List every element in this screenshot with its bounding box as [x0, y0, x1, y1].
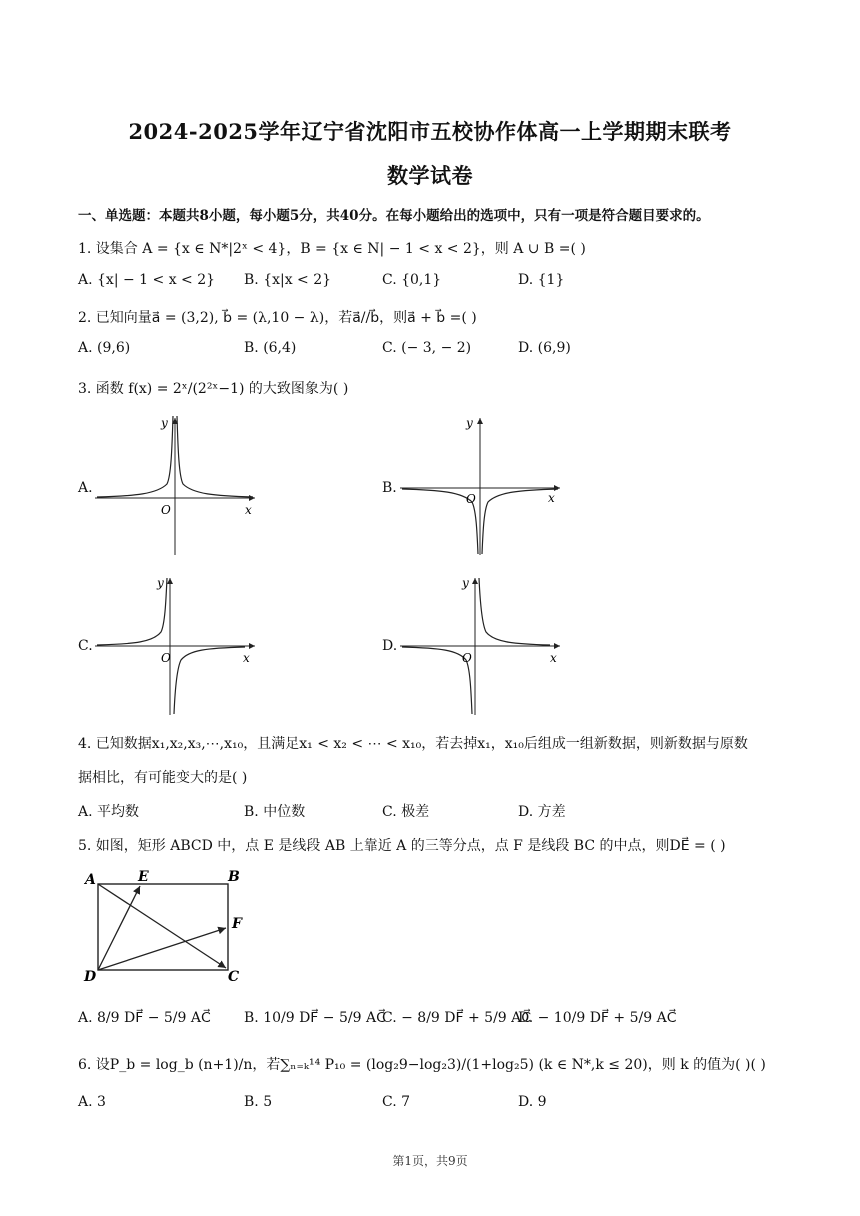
vector-de	[98, 886, 140, 970]
q3-stem: 3. 函数 f(x) = 2ˣ/(2²ˣ−1) 的大致图象为( )	[78, 381, 349, 397]
graph-d	[400, 570, 570, 720]
q4-option-b: B. 中位数	[244, 804, 306, 820]
graph-a	[95, 410, 265, 560]
graph-b	[400, 410, 570, 560]
q1-option-a: A. {x| − 1 < x < 2}	[78, 272, 216, 288]
q3-option-a: A.	[78, 480, 93, 496]
q4-stem-line2: 据相比，有可能变大的是( )	[78, 770, 248, 786]
y-label: y	[157, 576, 164, 590]
exam-subtitle: 数学试卷	[387, 163, 473, 188]
q5-stem: 5. 如图，矩形 ABCD 中，点 E 是线段 AB 上靠近 A 的三等分点，点 F 是线段 BC 的中点，则DE⃗ = ( )	[78, 838, 726, 854]
point-d-label: D	[84, 969, 97, 982]
q2-option-a: A. (9,6)	[78, 340, 131, 356]
page-footer: 第1页，共9页	[392, 1154, 468, 1168]
point-e-label: E	[138, 869, 149, 885]
q4-option-a: A. 平均数	[78, 804, 140, 820]
point-b-label: B	[228, 869, 240, 885]
point-c-label: C	[228, 969, 240, 982]
exam-title: 2024-2025学年辽宁省沈阳市五校协作体高一上学期期末联考	[128, 119, 732, 144]
q5-option-c: C. − 8/9 DF⃗ + 5/9 AC⃗	[382, 1010, 532, 1026]
q5-option-b: B. 10/9 DF⃗ − 5/9 AC⃗	[244, 1010, 386, 1026]
q4-option-d: D. 方差	[518, 804, 566, 820]
curve-right	[482, 489, 558, 554]
q1-option-d: D. {1}	[518, 272, 565, 288]
q3-option-c: C.	[78, 638, 93, 654]
origin-label: O	[462, 651, 472, 665]
q1-option-b: B. {x|x < 2}	[244, 272, 332, 288]
q6-option-c: C. 7	[382, 1094, 411, 1110]
q2-option-c: C. (− 3, − 2)	[382, 340, 472, 356]
q6-option-a: A. 3	[78, 1094, 106, 1110]
q1-option-c: C. {0,1}	[382, 272, 442, 288]
y-label: y	[161, 416, 168, 430]
origin-label: O	[161, 503, 171, 517]
origin-label: O	[466, 492, 476, 506]
q3-option-b: B.	[382, 480, 397, 496]
point-a-label: A	[85, 872, 96, 888]
curve-right	[174, 647, 245, 714]
vector-ac	[98, 884, 226, 968]
q6-option-d: D. 9	[518, 1094, 547, 1110]
x-label: x	[550, 651, 557, 665]
y-label: y	[466, 416, 473, 430]
q5-option-a: A. 8/9 DF⃗ − 5/9 AC⃗	[78, 1010, 211, 1026]
q2-option-b: B. (6,4)	[244, 340, 297, 356]
curve-right	[479, 578, 550, 645]
origin-label: O	[161, 651, 171, 665]
x-label: x	[245, 503, 252, 517]
vector-df	[98, 928, 226, 970]
section-heading: 一、单选题：本题共8小题，每小题5分，共40分。在每小题给出的选项中，只有一项是符合题目要求的。	[78, 208, 710, 224]
q4-stem-line1: 4. 已知数据x₁,x₂,x₃,⋯,x₁₀，且满足x₁ < x₂ < ⋯ < x₁₀，若去掉x₁，x₁₀后组成一组新数据，则新数据与原数	[78, 736, 748, 752]
x-label: x	[548, 491, 555, 505]
graph-c	[95, 570, 265, 720]
q3-option-d: D.	[382, 638, 398, 654]
rectangle-figure	[80, 866, 250, 982]
q2-option-d: D. (6,9)	[518, 340, 571, 356]
q2-stem: 2. 已知向量a⃗ = (3,2), b⃗ = (λ,10 − λ)，若a⃗//b⃗，则a⃗ + b⃗ =( )	[78, 310, 477, 326]
curve-right	[177, 416, 253, 497]
q4-option-c: C. 极差	[382, 804, 430, 820]
q1-stem: 1. 设集合 A = {x ∈ N*|2ˣ < 4}，B = {x ∈ N| − 1 < x < 2}，则 A ∪ B =( )	[78, 241, 586, 257]
q5-option-d: D. − 10/9 DF⃗ + 5/9 AC⃗	[518, 1010, 677, 1026]
point-f-label: F	[232, 916, 242, 932]
q6-stem: 6. 设P_b = log_b (n+1)/n，若∑ₙ₌ₖ¹⁴ P₁₀ = (log₂9−log₂3)/(1+log₂5) (k ∈ N*,k ≤ 20)，则 k 的值为( )( )	[78, 1057, 766, 1073]
q6-option-b: B. 5	[244, 1094, 273, 1110]
y-label: y	[462, 576, 469, 590]
x-label: x	[243, 651, 250, 665]
